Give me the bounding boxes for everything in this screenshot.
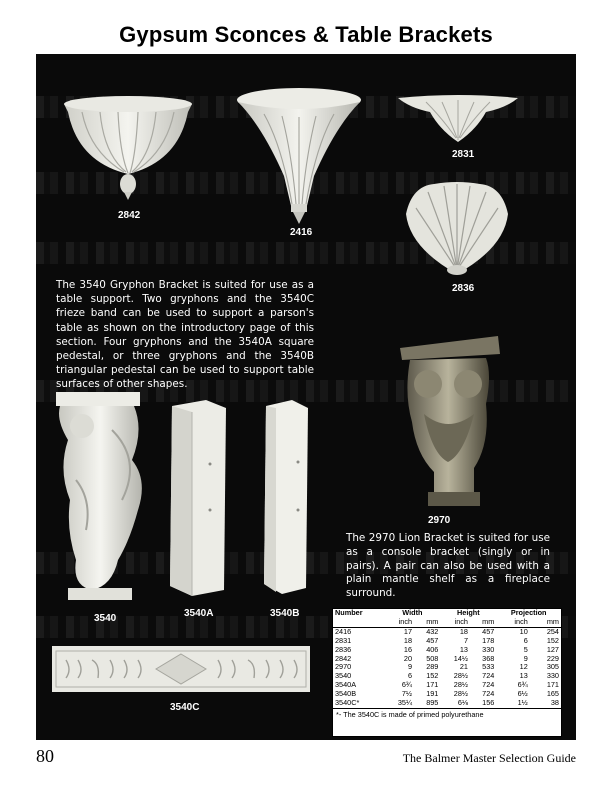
cell-number: 3540 — [335, 671, 352, 681]
cell-w-in: 7½ — [401, 689, 413, 699]
table-footnote: *- The 3540C is made of primed polyurethane — [333, 708, 561, 720]
gryphon-description: The 3540 Gryphon Bracket is suited for use as a table support. Two gryphons and the 3540C frieze band can be used to support a parson's table as shown on the introductory page of this section. Four gryphons and the 3540A square pedestal, or three gryphons and the 3540B triangular pedestal can be used to support table surfaces of other shapes. — [56, 279, 314, 391]
unit-inch: inch — [440, 618, 470, 627]
cell-h-mm: 724 — [482, 689, 495, 699]
cell-h-in: 18 — [459, 626, 468, 636]
cell-w-mm: 152 — [426, 671, 439, 681]
product-label: 3540B — [270, 608, 300, 619]
cell-p-mm: 171 — [546, 680, 559, 690]
cell-h-mm: 457 — [482, 626, 495, 636]
cell-w-in: 9 — [407, 662, 413, 672]
cell-w-mm: 171 — [426, 680, 439, 690]
cell-h-in: 14½ — [453, 653, 468, 663]
unit-mm: mm — [414, 618, 440, 627]
lion-bracket-2970-image — [394, 334, 506, 510]
cell-w-mm: 406 — [426, 644, 439, 654]
page-title: Gypsum Sconces & Table Brackets — [119, 22, 493, 47]
cell-w-in: 18 — [403, 635, 413, 645]
cell-h-in: 28½ — [453, 680, 468, 690]
header-width: Width — [402, 608, 423, 617]
cell-h-mm: 724 — [482, 671, 495, 681]
page-number: 80 — [36, 746, 54, 766]
sconce-2416-image — [236, 86, 362, 226]
cell-p-in: 6 — [523, 635, 528, 645]
unit-inch: inch — [384, 618, 414, 627]
cell-h-mm: 533 — [482, 662, 495, 672]
cell-h-in: 28½ — [453, 671, 468, 681]
cell-number: 2416 — [335, 626, 352, 636]
product-label: 3540C — [170, 702, 200, 713]
cell-p-mm: 330 — [546, 671, 559, 681]
cell-h-in: 13 — [459, 644, 468, 654]
product-label: 3540A — [184, 608, 214, 619]
cell-p-mm: 127 — [546, 644, 559, 654]
cell-p-in: 5 — [523, 644, 528, 654]
product-label: 2970 — [428, 515, 451, 526]
cell-h-in: 7 — [463, 635, 468, 645]
header-projection: Projection — [510, 608, 547, 617]
cell-p-in: 12 — [519, 662, 528, 672]
lion-description: The 2970 Lion Bracket is suited for use as a console bracket (singly or in pairs). A pair can also be used with a plain mantle shelf as a fireplace surround. — [346, 532, 550, 600]
cell-h-in: 21 — [459, 662, 468, 672]
cell-p-in: 9 — [523, 653, 528, 663]
cell-h-mm: 156 — [482, 698, 495, 708]
cell-number: 2842 — [335, 653, 352, 663]
product-label: 2416 — [290, 227, 313, 238]
sconce-2831-image — [396, 90, 520, 146]
unit-mm: mm — [470, 618, 496, 627]
specifications-table — [332, 608, 562, 737]
product-label: 2831 — [452, 149, 475, 160]
cell-w-mm: 457 — [426, 635, 439, 645]
cell-w-in: 16 — [403, 644, 413, 654]
cell-p-mm: 165 — [546, 689, 559, 699]
frieze-band-3540C-image — [52, 646, 310, 692]
product-label: 2842 — [118, 210, 141, 221]
pedestal-3540B-image — [262, 400, 310, 594]
cell-h-mm: 330 — [482, 644, 495, 654]
cell-number: 2970 — [335, 662, 352, 672]
cell-h-mm: 724 — [482, 680, 495, 690]
cell-w-in: 6¾ — [401, 680, 413, 690]
cell-w-mm: 432 — [426, 626, 439, 636]
cell-p-mm: 152 — [546, 635, 559, 645]
product-label: 2836 — [452, 283, 475, 294]
unit-inch: inch — [496, 618, 529, 627]
cell-h-mm: 178 — [482, 635, 495, 645]
cell-p-in: 13 — [519, 671, 528, 681]
cell-p-in: 6½ — [517, 689, 528, 699]
cell-w-in: 35¼ — [397, 698, 413, 708]
sconce-2836-image — [402, 178, 512, 278]
pedestal-3540A-image — [166, 400, 228, 596]
cell-p-mm: 254 — [546, 626, 559, 636]
cell-w-mm: 508 — [426, 653, 439, 663]
table-unit-row — [333, 618, 561, 627]
cell-h-in: 28½ — [453, 689, 468, 699]
cell-w-in: 17 — [403, 626, 413, 636]
cell-w-mm: 895 — [426, 698, 439, 708]
header-height: Height — [457, 608, 480, 617]
cell-w-mm: 191 — [426, 689, 439, 699]
cell-number: 2831 — [335, 635, 352, 645]
product-label: 3540 — [94, 613, 117, 624]
cell-number: 3540C* — [335, 698, 360, 708]
cell-p-mm: 305 — [546, 662, 559, 672]
cell-w-mm: 289 — [426, 662, 439, 672]
cell-number: 3540A — [335, 680, 357, 690]
cell-w-in: 20 — [403, 653, 413, 663]
cell-number: 2836 — [335, 644, 352, 654]
cell-p-in: 6¾ — [517, 680, 528, 690]
cell-p-mm: 229 — [546, 653, 559, 663]
cell-w-in: 6 — [407, 671, 413, 681]
cell-h-mm: 368 — [482, 653, 495, 663]
unit-mm: mm — [530, 618, 561, 627]
table-row — [333, 699, 561, 708]
sconce-2842-image — [62, 92, 194, 202]
cell-p-mm: 38 — [550, 698, 559, 708]
cell-h-in: 6⅛ — [457, 698, 468, 708]
cell-p-in: 10 — [519, 626, 528, 636]
header-number: Number — [335, 608, 363, 617]
cell-number: 3540B — [335, 689, 357, 699]
guide-title: The Balmer Master Selection Guide — [402, 751, 576, 765]
table-body — [333, 627, 561, 708]
cell-p-in: 1½ — [517, 698, 528, 708]
gryphon-bracket-3540-image — [52, 390, 156, 604]
